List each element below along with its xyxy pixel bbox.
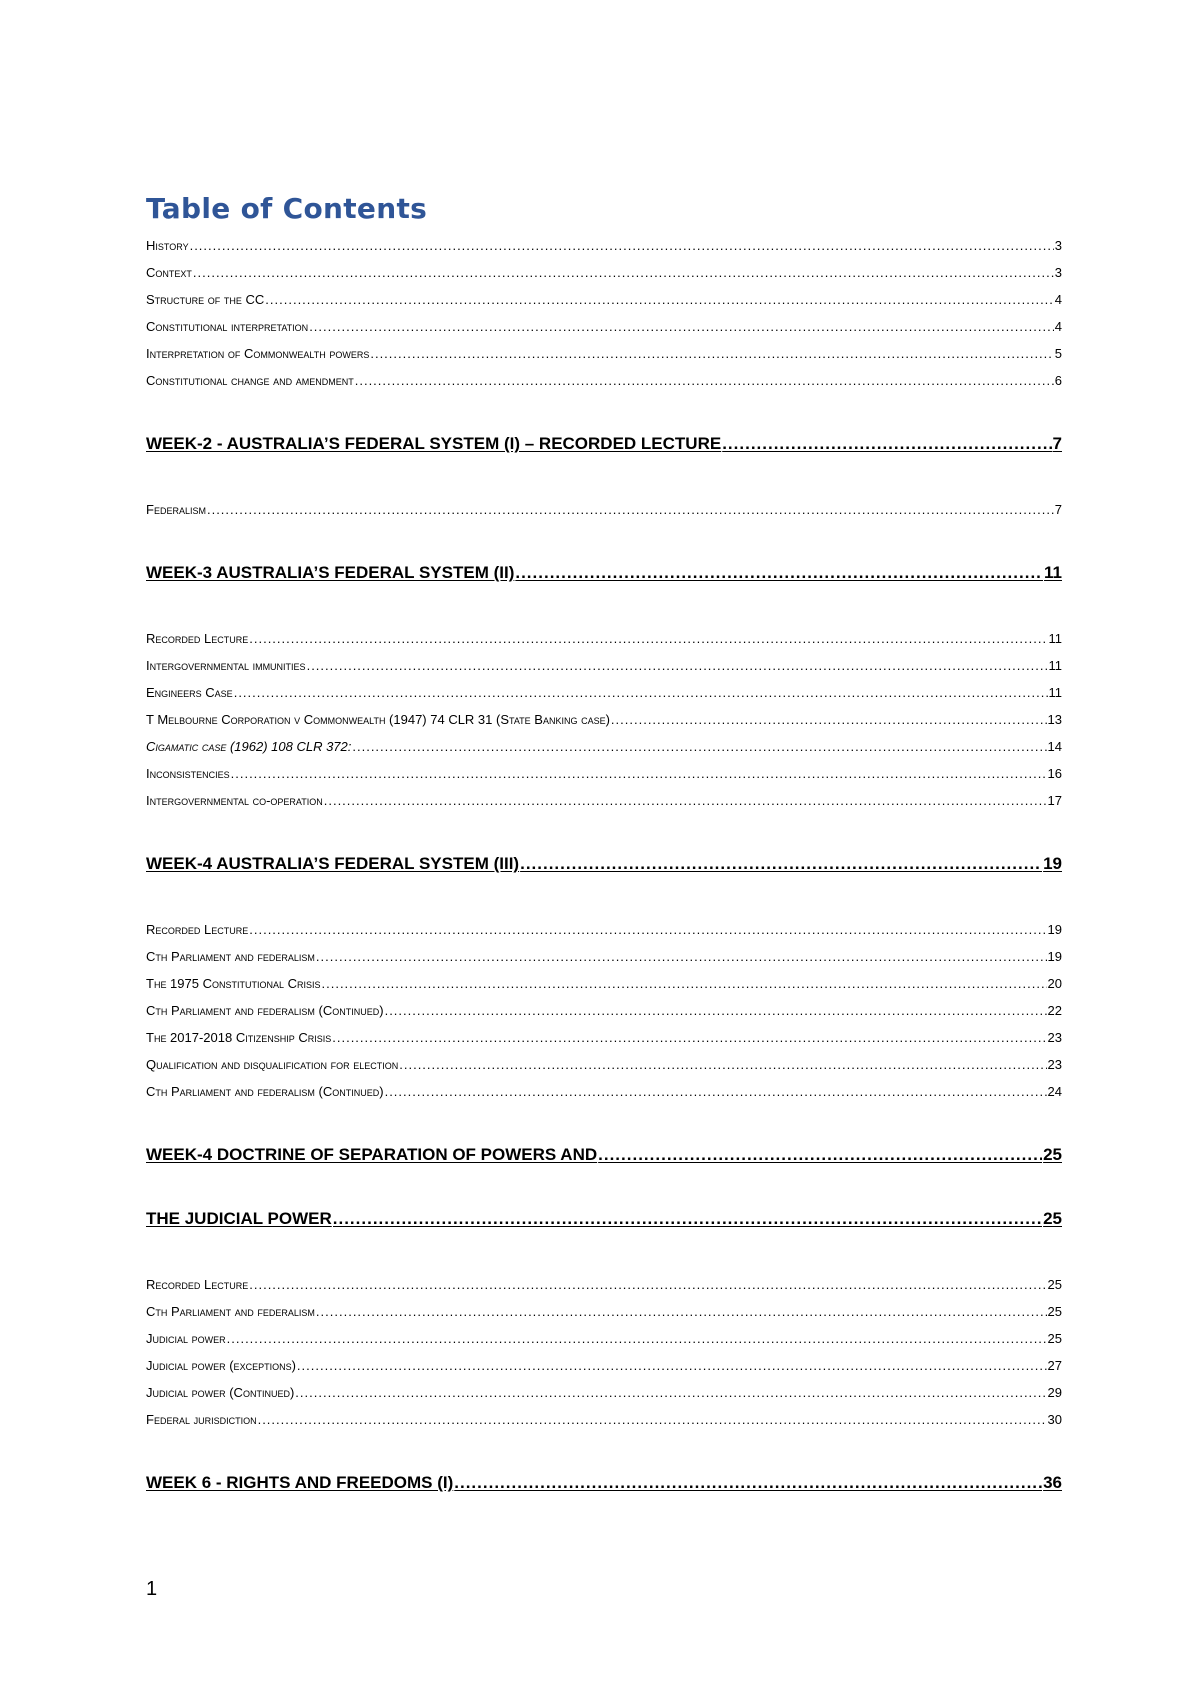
toc-entry-page: 24 (1047, 1084, 1062, 1099)
toc-entry-page: 16 (1047, 766, 1062, 781)
toc-leader-dots (190, 236, 1054, 256)
toc-leader-dots (332, 1028, 1046, 1048)
toc-entry[interactable] (146, 947, 1062, 967)
toc-entry[interactable] (146, 1001, 1062, 1021)
toc-leader-dots (316, 1302, 1047, 1322)
toc-entry[interactable] (146, 317, 1062, 337)
toc-entry-page: 11 (1044, 563, 1062, 582)
toc-entry-label: Interpretation of Commonwealth powers (146, 346, 370, 361)
toc-leader-dots (370, 344, 1053, 364)
toc-entry-page: 20 (1047, 976, 1062, 991)
toc-leader-dots (611, 710, 1047, 730)
toc-leader-dots (722, 432, 1051, 456)
toc-entry-label: Judicial power (exceptions) (146, 1358, 296, 1373)
toc-entry[interactable] (146, 371, 1062, 391)
toc-heading-entry[interactable] (146, 852, 1062, 876)
page-title: Table of Contents (146, 192, 428, 225)
toc-entry[interactable] (146, 791, 1062, 811)
toc-entry-label: Federalism (146, 502, 206, 517)
toc-entry-label: Cth Parliament and federalism (Continued) (146, 1003, 384, 1018)
toc-entry[interactable] (146, 344, 1062, 364)
toc-entry-page: 7 (1052, 434, 1062, 453)
toc-leader-dots (598, 1143, 1042, 1167)
toc-entry-label: WEEK-4 DOCTRINE OF SEPARATION OF POWERS AND (146, 1145, 598, 1164)
toc-leader-dots (249, 629, 1047, 649)
toc-entry-page: 17 (1047, 793, 1062, 808)
toc-leader-dots (307, 656, 1048, 676)
toc-entry-page: 22 (1047, 1003, 1062, 1018)
toc-entry-page: 4 (1054, 319, 1062, 334)
toc-entry-label: Judicial power (Continued) (146, 1385, 295, 1400)
toc-heading-entry[interactable] (146, 432, 1062, 456)
toc-heading-entry[interactable] (146, 1143, 1062, 1167)
toc-entry[interactable] (146, 710, 1062, 730)
toc-entry-page: 7 (1054, 502, 1062, 517)
toc-entry-label: Inconsistencies (146, 766, 230, 781)
toc-entry-label: History (146, 238, 189, 253)
toc-entry-page: 11 (1048, 631, 1062, 646)
toc-entry-label: Constitutional interpretation (146, 319, 309, 334)
toc-leader-dots (297, 1356, 1047, 1376)
toc-entry-label: Engineers Case (146, 685, 233, 700)
toc-entry-page: 5 (1054, 346, 1062, 361)
toc-entry[interactable] (146, 263, 1062, 283)
toc-entry-label: Cth Parliament and federalism (Continued) (146, 1084, 384, 1099)
toc-leader-dots (227, 1329, 1047, 1349)
toc-entry[interactable] (146, 1275, 1062, 1295)
toc-entry[interactable] (146, 629, 1062, 649)
toc-entry-page: 19 (1043, 854, 1062, 873)
toc-entry[interactable] (146, 236, 1062, 256)
toc-leader-dots (322, 974, 1047, 994)
page-number: 1 (146, 1578, 158, 1600)
toc-leader-dots (193, 263, 1054, 283)
toc-entry-page: 14 (1047, 739, 1062, 754)
toc-entry-label: T Melbourne Corporation v Commonwealth (1947) 74 CLR 31 (State Banking case) (146, 712, 610, 727)
toc-entry-page: 3 (1054, 238, 1062, 253)
toc-leader-dots (520, 852, 1042, 876)
toc-entry-label: WEEK-3 AUSTRALIA’S FEDERAL SYSTEM (II) (146, 563, 515, 582)
toc-entry[interactable] (146, 974, 1062, 994)
toc-entry-page: 23 (1047, 1057, 1062, 1072)
toc-entry-page: 25 (1043, 1209, 1062, 1228)
toc-leader-dots (385, 1001, 1047, 1021)
toc-entry-label: Structure of the CC (146, 292, 265, 307)
toc-entry[interactable] (146, 737, 1062, 757)
toc-leader-dots (231, 764, 1047, 784)
toc-entry-label: The 2017-2018 Citizenship Crisis (146, 1030, 332, 1045)
toc-leader-dots (399, 1055, 1046, 1075)
toc-heading-entry[interactable] (146, 1207, 1062, 1231)
toc-entry-label: Cth Parliament and federalism (146, 1304, 315, 1319)
toc-entry[interactable] (146, 1356, 1062, 1376)
toc-leader-dots (258, 1410, 1047, 1430)
toc-entry[interactable] (146, 1329, 1062, 1349)
toc-entry-page: 6 (1054, 373, 1062, 388)
toc-leader-dots (515, 561, 1043, 585)
toc-heading-entry[interactable] (146, 1471, 1062, 1495)
toc-entry[interactable] (146, 1028, 1062, 1048)
toc-leader-dots (309, 317, 1054, 337)
toc-entry-page: 23 (1047, 1030, 1062, 1045)
toc-entry-label: Federal jurisdiction (146, 1412, 257, 1427)
toc-entry-label: Judicial power (146, 1331, 226, 1346)
toc-entry-label: Cigamatic case (1962) 108 CLR 372: (146, 739, 352, 754)
toc-entry-page: 19 (1047, 949, 1062, 964)
toc-entry-page: 30 (1047, 1412, 1062, 1427)
toc-entry-label: Context (146, 265, 192, 280)
toc-entry[interactable] (146, 1410, 1062, 1430)
toc-heading-entry[interactable] (146, 561, 1062, 585)
toc-entry-label: Intergovernmental immunities (146, 658, 306, 673)
toc-leader-dots (333, 1207, 1042, 1231)
toc-entry-label: WEEK-2 - AUSTRALIA’S FEDERAL SYSTEM (I) – RECORDED LECTURE (146, 434, 722, 453)
toc-entry-page: 27 (1047, 1358, 1062, 1373)
toc-entry-page: 11 (1048, 658, 1062, 673)
toc-leader-dots (355, 371, 1054, 391)
toc-entry-page: 25 (1047, 1304, 1062, 1319)
toc-entry[interactable] (146, 920, 1062, 940)
toc-entry-label: WEEK-4 AUSTRALIA’S FEDERAL SYSTEM (III) (146, 854, 520, 873)
toc-entry[interactable] (146, 1383, 1062, 1403)
toc-leader-dots (249, 920, 1046, 940)
toc-entry[interactable] (146, 1302, 1062, 1322)
toc-leader-dots (265, 290, 1053, 310)
toc-entry-page: 25 (1047, 1277, 1062, 1292)
toc-leader-dots (324, 791, 1047, 811)
toc-entry-page: 4 (1054, 292, 1062, 307)
toc-leader-dots (207, 500, 1054, 520)
toc-entry-label: Recorded Lecture (146, 1277, 249, 1292)
toc-entry[interactable] (146, 683, 1062, 703)
toc-entry-page: 36 (1043, 1473, 1062, 1492)
toc-leader-dots (249, 1275, 1046, 1295)
toc-entry-label: Cth Parliament and federalism (146, 949, 315, 964)
toc-entry-page: 3 (1054, 265, 1062, 280)
toc-leader-dots (316, 947, 1047, 967)
toc-entry-page: 25 (1043, 1145, 1062, 1164)
toc-entry-page: 29 (1047, 1385, 1062, 1400)
toc-entry[interactable] (146, 656, 1062, 676)
toc-entry[interactable] (146, 500, 1062, 520)
toc-leader-dots (352, 737, 1046, 757)
toc-entry[interactable] (146, 1055, 1062, 1075)
toc-entry-label: Recorded Lecture (146, 922, 249, 937)
toc-entry-label: THE JUDICIAL POWER (146, 1209, 332, 1228)
toc-entry[interactable] (146, 764, 1062, 784)
toc-entry-label: WEEK 6 - RIGHTS AND FREEDOMS (I) (146, 1473, 454, 1492)
toc-entry-page: 11 (1048, 685, 1062, 700)
toc-entry-page: 19 (1047, 922, 1062, 937)
toc-entry[interactable] (146, 1082, 1062, 1102)
toc-leader-dots (385, 1082, 1047, 1102)
toc-entry-label: Constitutional change and amendment (146, 373, 354, 388)
toc-entry-page: 25 (1047, 1331, 1062, 1346)
toc-entry-label: Intergovernmental co-operation (146, 793, 323, 808)
toc-entry-label: Qualification and disqualification for election (146, 1057, 399, 1072)
toc-entry-label: The 1975 Constitutional Crisis (146, 976, 321, 991)
toc-entry-label: Recorded Lecture (146, 631, 249, 646)
toc-entry[interactable] (146, 290, 1062, 310)
toc-leader-dots (234, 683, 1048, 703)
toc-entry-page: 13 (1047, 712, 1062, 727)
toc-leader-dots (454, 1471, 1042, 1495)
toc-leader-dots (295, 1383, 1046, 1403)
